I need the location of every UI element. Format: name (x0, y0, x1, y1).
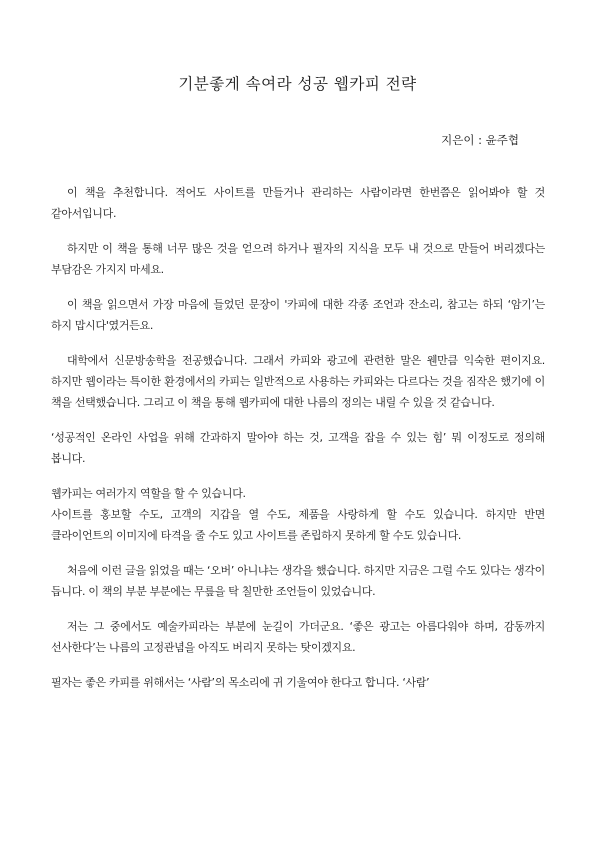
document-body (51, 182, 545, 693)
paragraph: 하지만 이 책을 통해 너무 많은 것을 얻으려 하거나 필자의 지식을 모두 내 것으로 만들어 버리겠다는 부담감은 가지지 마세요. (51, 242, 545, 276)
paragraph: 사이트를 홍보할 수도, 고객의 지갑을 열 수도, 제품을 사랑하게 할 수도 있습니다. 하지만 반면 클라이언트의 이미지에 타격을 줄 수도 있고 사이트를 존립하지 못하게 할 수도 있습니다. (51, 508, 545, 542)
author-line: 지은이 : 윤주협 (441, 133, 519, 147)
document-title: 기분좋게 속여라 성공 웹카피 전략 (178, 75, 417, 93)
paragraph: 처음에 이런 글을 읽었을 때는 ‘오버’ 아니냐는 생각을 했습니다. 하지만 지금은 그럴 수도 있다는 생각이 듭니다. 이 책의 부분 부분에는 무릎을 탁 칠만한 조언들이 있었습니다. (51, 564, 545, 598)
paragraph: 이 책을 읽으면서 가장 마음에 들었던 문장이 '카피에 대한 각종 조언과 잔소리, 참고는 하되 ‘암기’는 하지 맙시다'였거든요. (51, 298, 545, 332)
paragraph: 대학에서 신문방송학을 전공했습니다. 그래서 카피와 광고에 관련한 말은 웬만큼 익숙한 편이지요. 하지만 웹이라는 특이한 환경에서의 카피는 일반적으로 사용하는 카피와는 다르다는 것을 짐작은 했기에 이 책을 선택했습니다. 그리고 이 책을 통해 웹카피에 대한 나름의 정의는 내릴 수 있을 것 같습니다. (51, 354, 545, 409)
paragraph: 웹카피는 여러가지 역할을 할 수 있습니다. (51, 487, 246, 500)
paragraph: 이 책을 추천합니다. 적어도 사이트를 만들거나 관리하는 사람이라면 한번쯤은 읽어봐야 할 것 같아서입니다. (51, 186, 545, 220)
paragraph: 저는 그 중에서도 예술카피라는 부분에 눈길이 가더군요. ‘좋은 광고는 아름다워야 하며, 감동까지 선사한다’는 나름의 고정관념을 아직도 버리지 못하는 탓이겠지요. (51, 620, 545, 654)
paragraph: 필자는 좋은 카피를 위해서는 ‘사람’의 목소리에 귀 기울여야 한다고 합니다. ‘사람’ (51, 676, 430, 689)
paragraph: ‘성공적인 온라인 사업을 위해 간과하지 말아야 하는 것, 고객을 잡을 수 있는 힘’ 뭐 이정도로 정의해 봅니다. (51, 431, 545, 465)
